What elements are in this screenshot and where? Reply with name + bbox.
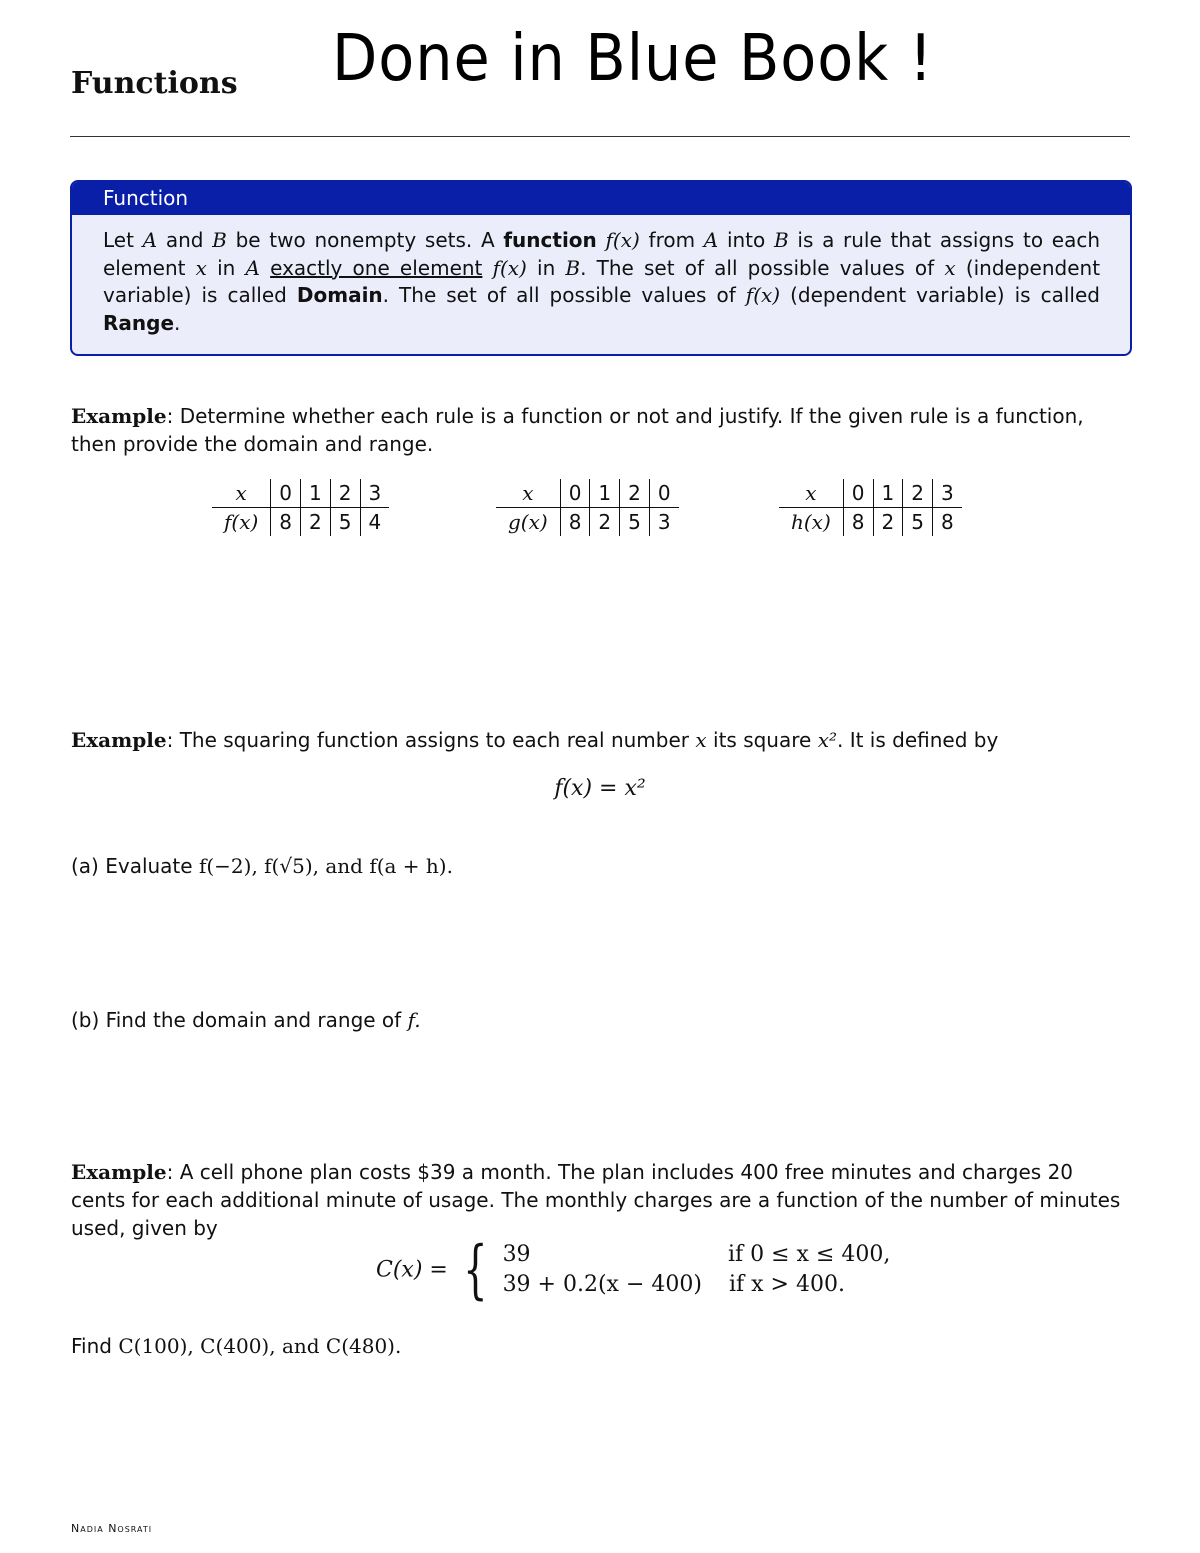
def-math: A <box>245 255 260 280</box>
table-header-label: x <box>779 479 843 508</box>
table-cell: 4 <box>368 510 382 534</box>
handwritten-note: Done in Blue Book ! <box>332 22 934 96</box>
table-cell: 2 <box>620 479 650 508</box>
table-cell: 1 <box>301 479 331 508</box>
footer-author: Nadia Nosrati <box>71 1522 153 1535</box>
example-label: Example <box>71 1160 167 1184</box>
def-math: B <box>212 228 227 252</box>
value-table-f <box>212 479 389 536</box>
def-text: Let <box>103 228 143 252</box>
def-text: is a rule that assigns to each element <box>103 228 1101 280</box>
table-cell: 0 <box>560 479 590 508</box>
definition-body <box>72 215 1130 337</box>
def-text: into <box>718 228 774 252</box>
case1-expr: 39 <box>502 1242 531 1267</box>
def-term-domain: Domain <box>296 283 383 307</box>
part-b <box>71 1006 1131 1034</box>
table-cell: 0 <box>843 479 873 508</box>
find-text: Find <box>71 1334 119 1358</box>
def-text: . The set of all possible values of <box>382 283 746 307</box>
def-text: and <box>157 228 213 252</box>
def-term-range: Range <box>103 310 175 335</box>
table-row-label: h(x) <box>779 508 843 537</box>
definition-box <box>70 180 1132 356</box>
part-b-math: f. <box>407 1008 421 1032</box>
page-title: Functions <box>71 66 238 101</box>
table-row-label: f(x) <box>212 508 271 537</box>
table-cell: 3 <box>360 479 389 508</box>
definition-heading: Function <box>72 182 1130 215</box>
table-cell: 0 <box>649 479 678 508</box>
find-math: C(100), C(400), and C(480). <box>118 1334 402 1358</box>
table-header-label: x <box>212 479 271 508</box>
brace-symbol: { <box>462 1233 488 1307</box>
table-header-label: x <box>496 479 560 508</box>
def-text: be two nonempty sets. A <box>226 228 504 252</box>
table-cell: 2 <box>301 508 331 537</box>
def-text: in <box>206 255 246 280</box>
table-cell: 5 <box>903 508 933 537</box>
table-cell: 8 <box>940 510 954 534</box>
part-b-text: (b) Find the domain and range of <box>71 1008 408 1032</box>
example2-paragraph <box>71 726 1131 754</box>
header-rule <box>70 136 1130 137</box>
table-cell: 2 <box>873 508 903 537</box>
table-cell: 5 <box>620 508 650 537</box>
math-x: x <box>695 728 707 752</box>
case2-cond: if x > 400. <box>728 1272 845 1297</box>
def-term-function: function <box>503 228 597 252</box>
example2-text: its square <box>706 728 818 752</box>
table-row-label: g(x) <box>496 508 560 537</box>
def-math: x <box>944 255 956 280</box>
example-label: Example <box>71 728 167 752</box>
def-math: x <box>195 255 207 280</box>
table-cell: 0 <box>271 479 301 508</box>
table-cell: 2 <box>330 479 360 508</box>
table-cell: 1 <box>873 479 903 508</box>
table-cell: 2 <box>903 479 933 508</box>
piecewise-lhs: C(x) = <box>376 1257 448 1283</box>
part-a-math: f(−2), f(√5), and f(a + h). <box>198 854 453 878</box>
piecewise-cases <box>503 1242 891 1298</box>
example2-text: : The squaring function assigns to each real number <box>166 728 696 752</box>
part-a <box>71 852 1131 880</box>
case2-expr: 39 + 0.2(x − 400) <box>502 1272 702 1297</box>
def-text: . The set of all possible values of <box>580 255 945 280</box>
table-cell: 3 <box>657 510 671 534</box>
value-table-g <box>496 479 679 536</box>
def-text: from <box>639 228 704 252</box>
def-math: B <box>773 228 789 252</box>
def-math: A <box>142 228 158 252</box>
def-text: in <box>526 255 566 280</box>
find-line <box>71 1332 1131 1360</box>
table-cell: 1 <box>590 479 620 508</box>
example-label: Example <box>71 404 167 428</box>
piecewise-definition <box>376 1233 891 1307</box>
def-text: . <box>174 310 181 335</box>
example1-paragraph <box>71 402 1131 458</box>
table-cell: 8 <box>560 508 590 537</box>
def-text: (independent variable) is called <box>103 255 1101 307</box>
example3-paragraph <box>71 1158 1131 1242</box>
value-table-h <box>779 479 962 536</box>
table-cell: 2 <box>590 508 620 537</box>
table-cell: 8 <box>843 508 873 537</box>
def-math: f(x) <box>492 255 527 280</box>
example1-text: : Determine whether each rule is a function or not and justify. If the given rule is a function, then provide the domain and range. <box>71 404 1084 456</box>
math-x-squared: x² <box>817 728 837 752</box>
table-cell: 3 <box>932 479 961 508</box>
def-underlined: exactly one element <box>270 255 483 280</box>
example3-text: : A cell phone plan costs $39 a month. The plan includes 400 free minutes and charges 20 cents for each additional minute of usage. The monthly charges are a function of the number of minutes used, given by <box>71 1160 1121 1240</box>
def-math: f(x) <box>745 283 781 307</box>
def-math: f(x) <box>605 228 640 252</box>
example2-text: . It is defined by <box>836 728 999 752</box>
def-text: (dependent variable) is called <box>780 283 1100 307</box>
case1-cond: if 0 ≤ x ≤ 400, <box>727 1242 891 1267</box>
table-cell: 8 <box>271 508 301 537</box>
def-math: A <box>703 228 719 252</box>
part-a-text: (a) Evaluate <box>71 854 199 878</box>
def-math: B <box>565 255 581 280</box>
table-cell: 5 <box>330 508 360 537</box>
squaring-equation: f(x) = x² <box>554 776 646 801</box>
